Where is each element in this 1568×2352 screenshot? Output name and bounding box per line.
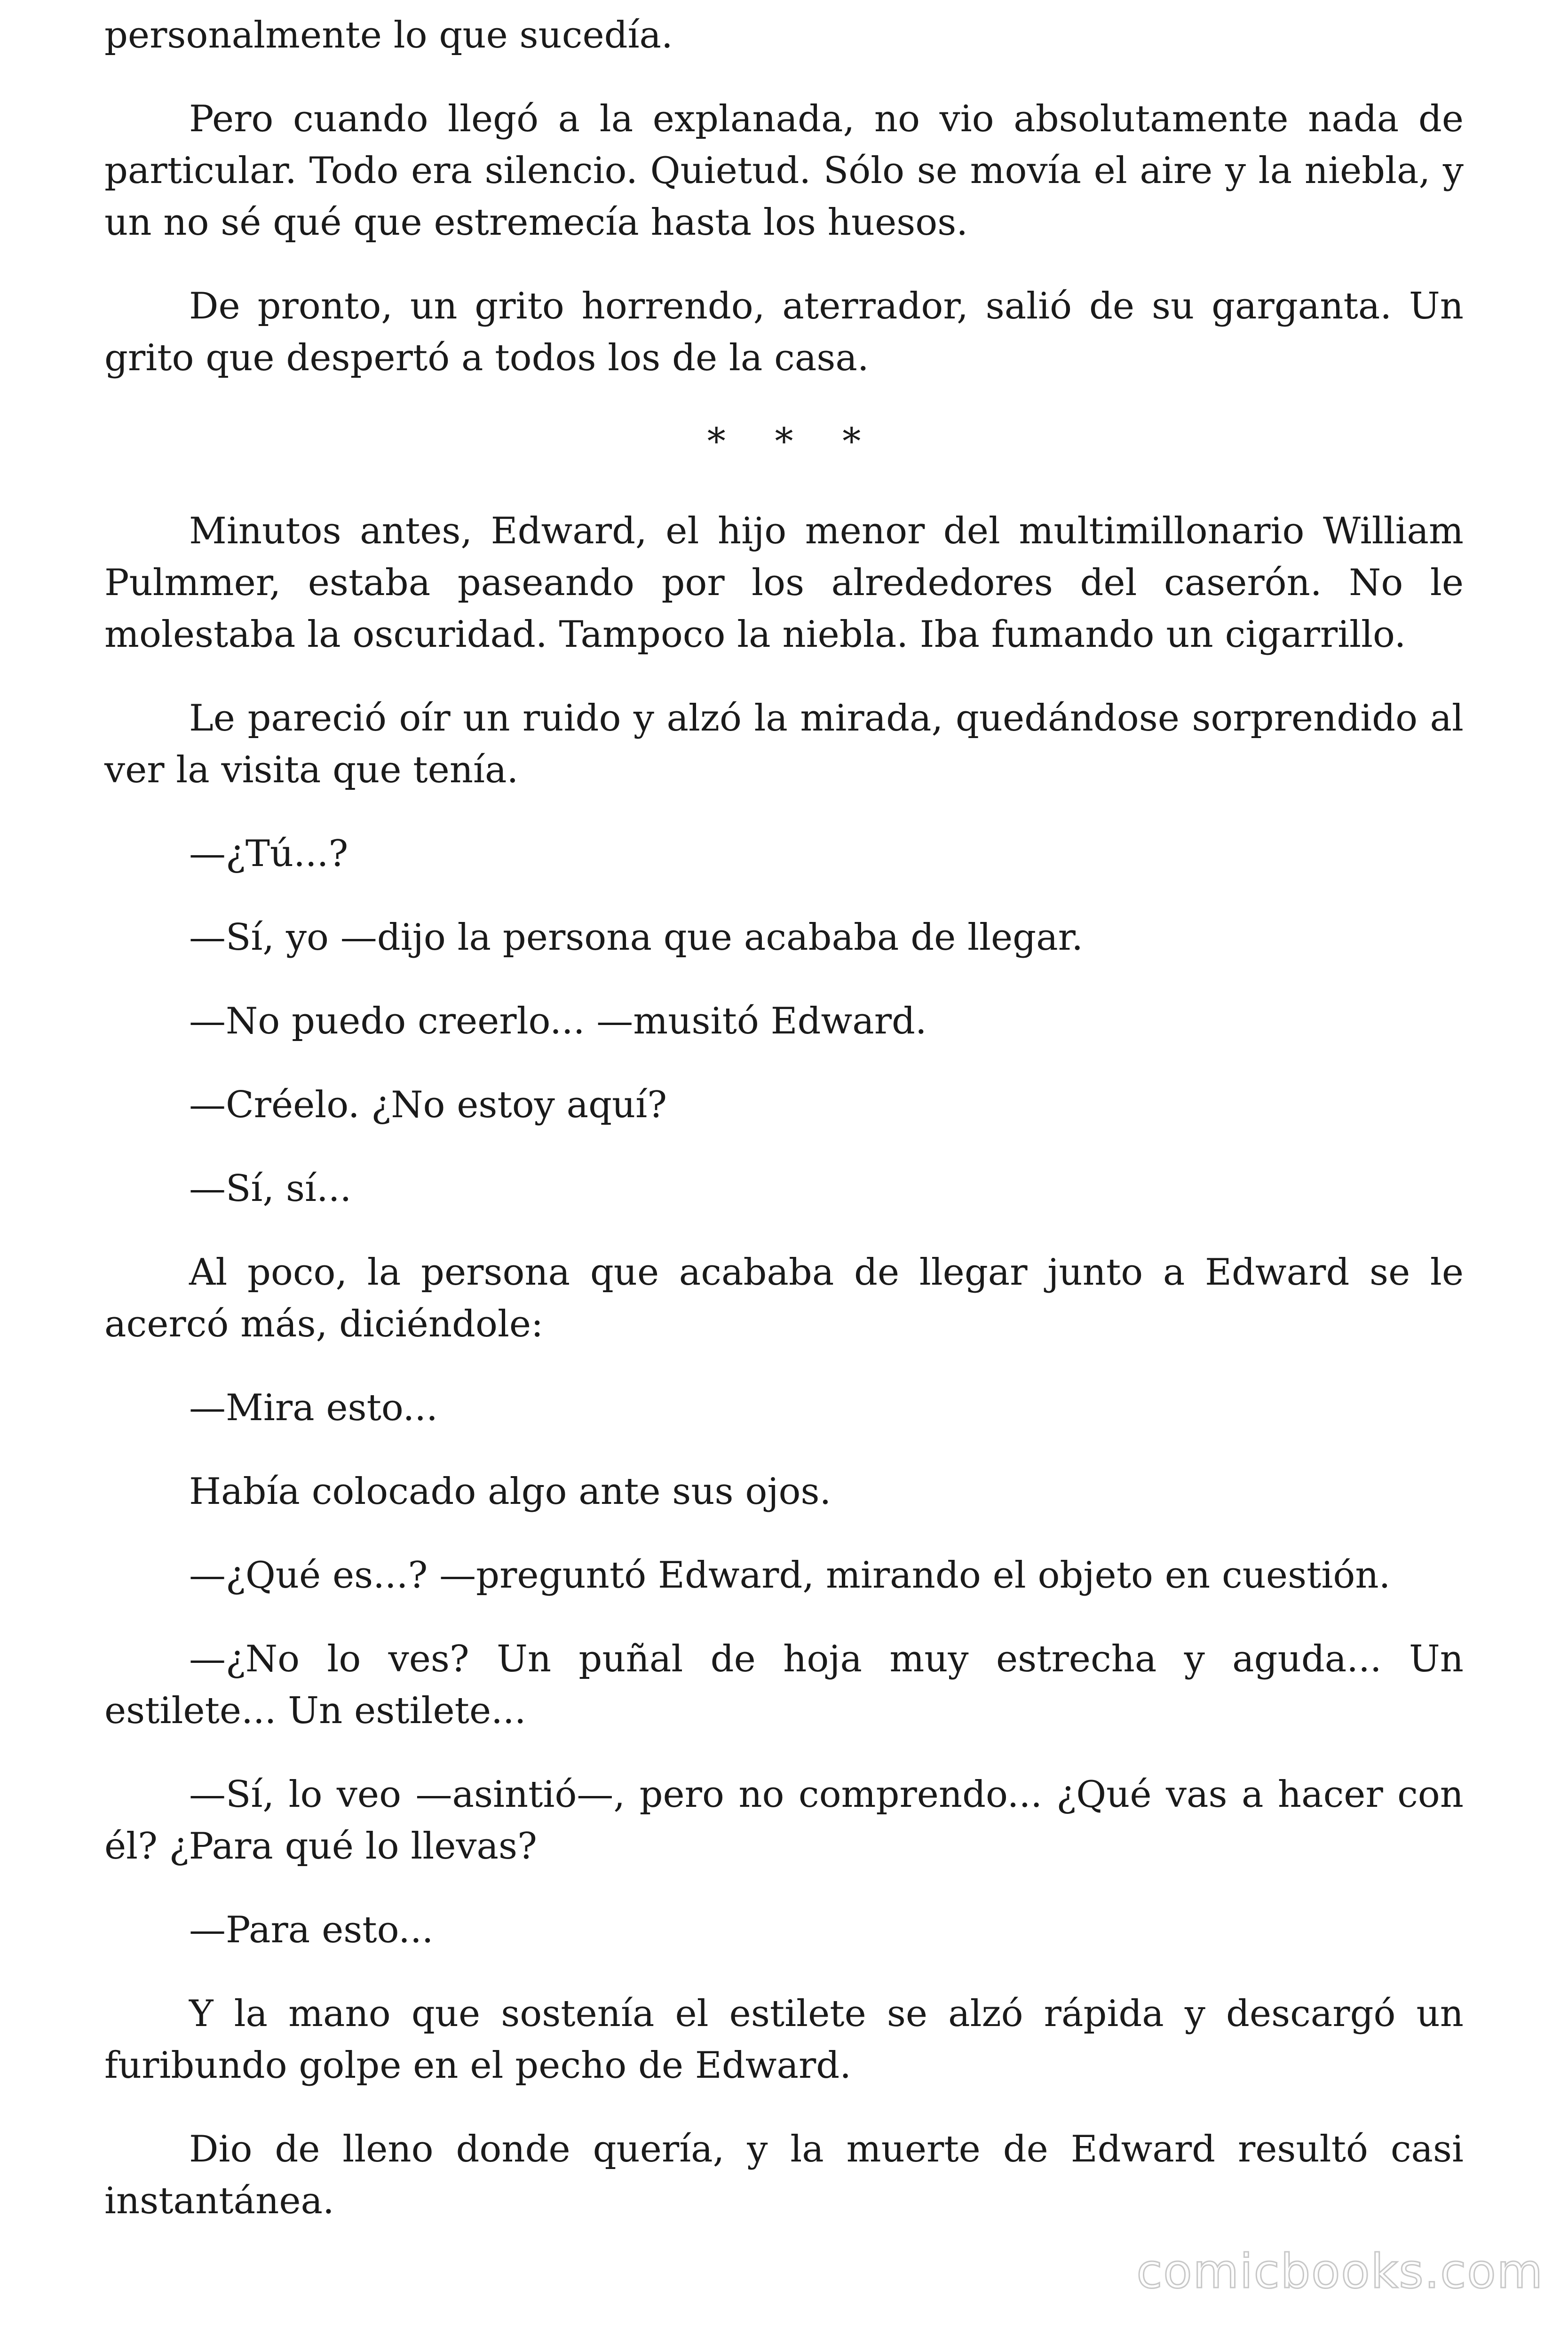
watermark-logo: comicbooks.com bbox=[1136, 2244, 1544, 2299]
section-separator: * * * bbox=[707, 421, 880, 463]
dialogue-line: —Para esto... bbox=[189, 1909, 434, 1951]
paragraph-al-poco: Al poco, la persona que acababa de llegar junto a Edward se le acercó más, diciéndole: bbox=[104, 1251, 1464, 1345]
paragraph-continuation: personalmente lo que sucedía. bbox=[104, 14, 673, 56]
paragraph-grito: De pronto, un grito horrendo, aterrador, salió de su garganta. Un grito que despertó a todos los de la casa. bbox=[104, 285, 1464, 379]
paragraph-habia-colocado: Había colocado algo ante sus ojos. bbox=[189, 1470, 832, 1513]
paragraph-dio-de-lleno: Dio de lleno donde quería, y la muerte de Edward resultó casi instantánea. bbox=[104, 2128, 1464, 2222]
paragraph-ruido: Le pareció oír un ruido y alzó la mirada, quedándose sorprendido al ver la visita que tenía. bbox=[104, 697, 1464, 791]
dialogue-line: —Créelo. ¿No estoy aquí? bbox=[189, 1084, 667, 1126]
dialogue-line: —Sí, yo —dijo la persona que acababa de llegar. bbox=[189, 916, 1084, 959]
dialogue-line: —¿No lo ves? Un puñal de hoja muy estrecha y aguda... Un estilete... Un estilete... bbox=[104, 1638, 1464, 1732]
paragraph-explanada: Pero cuando llegó a la explanada, no vio absolutamente nada de particular. Todo era silencio. Quietud. Sólo se movía el aire y la niebla, y un no sé qué que estremecía hasta los huesos. bbox=[104, 98, 1464, 244]
dialogue-line: —¿Tú...? bbox=[189, 833, 348, 875]
dialogue-line: —¿Qué es...? —preguntó Edward, mirando el objeto en cuestión. bbox=[189, 1554, 1391, 1597]
dialogue-line: —Mira esto... bbox=[189, 1387, 438, 1429]
dialogue-line: —Sí, sí... bbox=[189, 1168, 352, 1210]
page-text-body bbox=[104, 9, 1464, 2259]
paragraph-minutos-antes: Minutos antes, Edward, el hijo menor del multimillonario William Pulmmer, estaba paseando por los alrededores del caserón. No le molestaba la oscuridad. Tampoco la niebla. Iba fumando un cigarrillo. bbox=[104, 510, 1464, 656]
dialogue-line: —No puedo creerlo... —musitó Edward. bbox=[189, 1000, 927, 1042]
paragraph-la-mano: Y la mano que sostenía el estilete se alzó rápida y descargó un furibundo golpe en el pecho de Edward. bbox=[104, 1993, 1464, 2087]
dialogue-line: —Sí, lo veo —asintió—, pero no comprendo... ¿Qué vas a hacer con él? ¿Para qué lo llevas? bbox=[104, 1773, 1464, 1867]
